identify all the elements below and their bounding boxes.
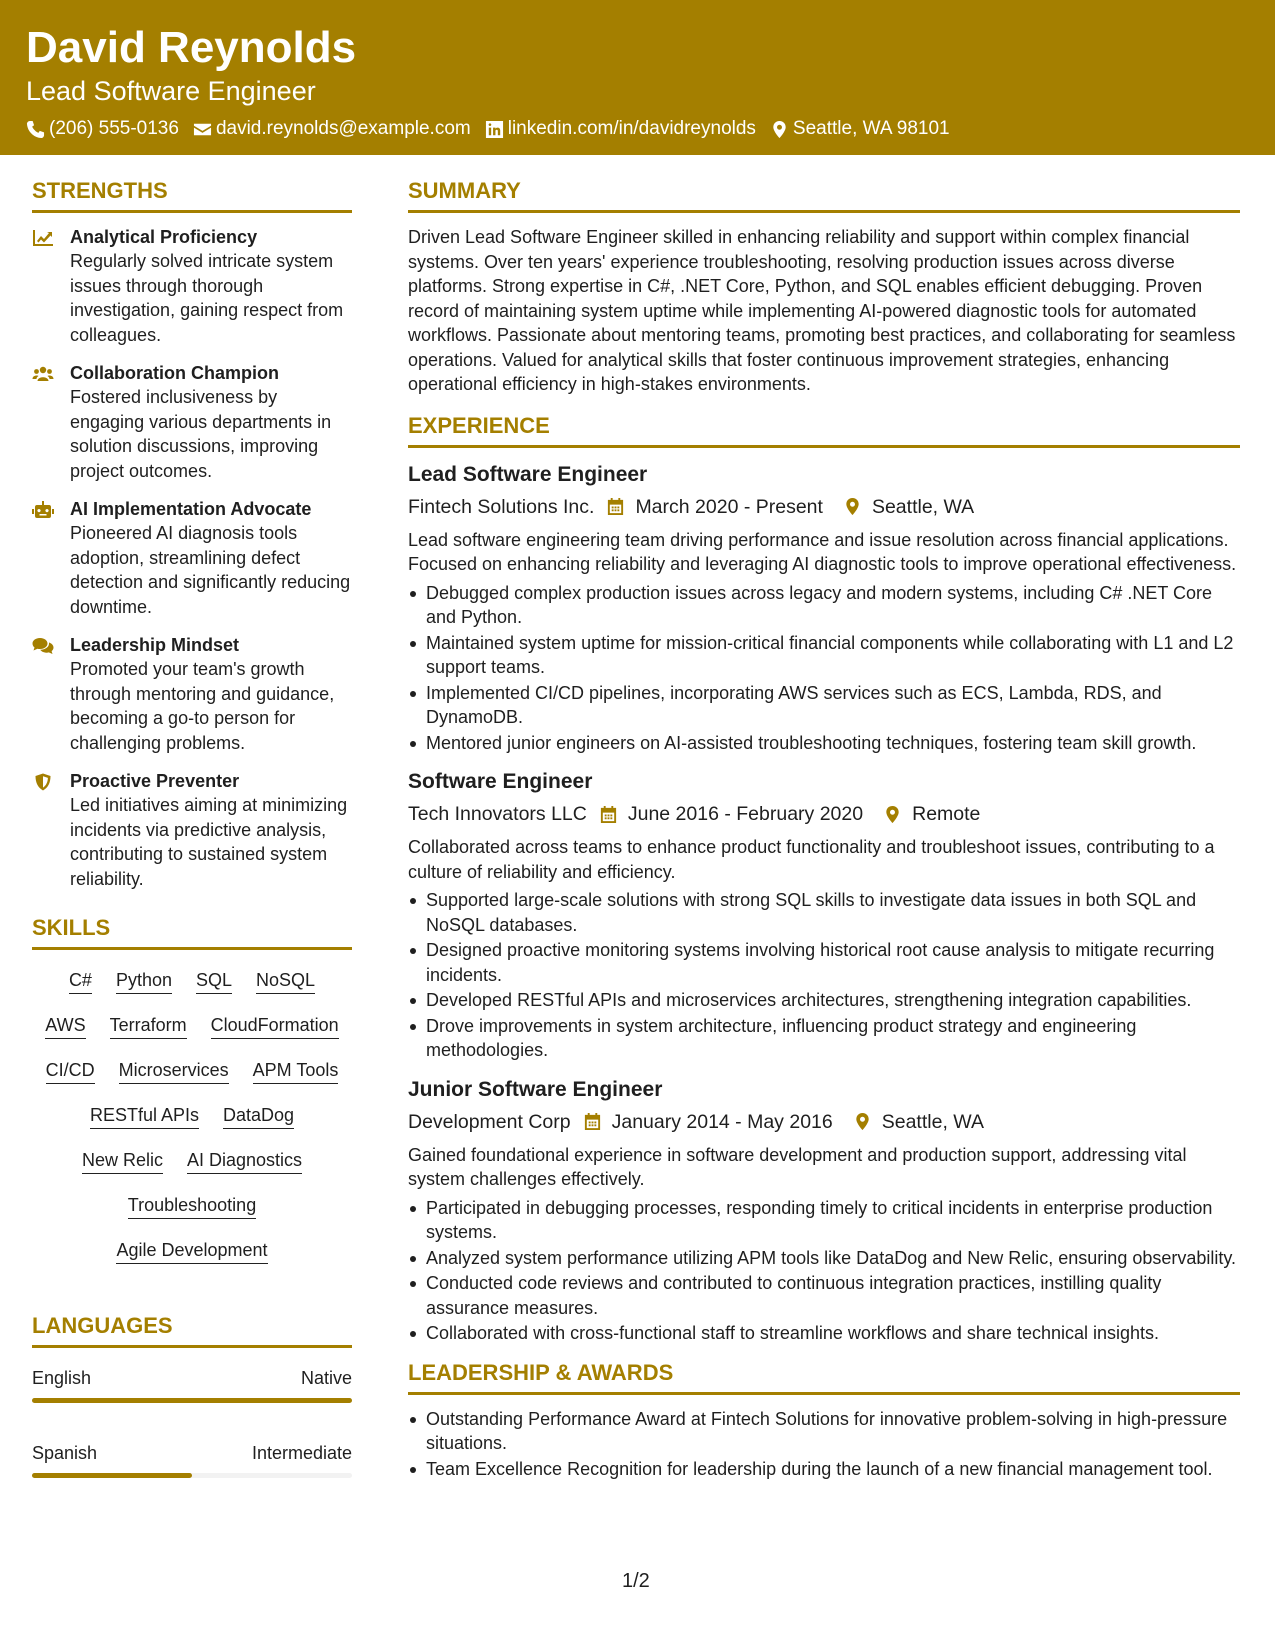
job-dates: March 2020 - Present — [635, 495, 823, 518]
summary-heading: SUMMARY — [408, 176, 1240, 213]
award-item: Team Excellence Recognition for leadership during the launch of a new financial management tool. — [408, 1457, 1240, 1482]
location-text: Seattle, WA 98101 — [792, 118, 950, 139]
phone-text: (206) 555-0136 — [49, 118, 179, 139]
job-bullet: Participated in debugging processes, responding timely to critical incidents in enterprise production systems. — [408, 1196, 1240, 1245]
languages-heading: LANGUAGES — [32, 1311, 352, 1348]
experience-heading: EXPERIENCE — [408, 411, 1240, 448]
language-level: Native — [300, 1368, 352, 1388]
skill-tag: SQL — [196, 968, 232, 994]
strength-desc: Fostered inclusiveness by engaging various departments in solution discussions, improving project outcomes. — [70, 387, 332, 481]
summary-text: Driven Lead Software Engineer skilled in enhancing reliability and support within complex financial systems. Over ten years' experience troubleshooting, resolving production issues across diverse platforms. Strong expertise in C#, .NET Core, Python, and SQL enables efficient debugging. Proven record of maintaining system uptime while implementing AI-powered diagnostic tools for automated workflows. Passionate about mentoring teams, promoting best practices, and collaborating for seamless operations. Valued for analytical skills that foster continuous improvement strategies, enhancing operational efficiency in high-stakes environments. — [408, 227, 1236, 394]
job-bullet: Supported large-scale solutions with strong SQL skills to investigate data issues in both SQL and NoSQL databases. — [408, 888, 1240, 937]
candidate-name: David Reynolds — [26, 23, 357, 72]
awards-heading: LEADERSHIP & AWARDS — [408, 1358, 1240, 1395]
job-bullet: Conducted code reviews and contributed to continuous integration practices, instilling quality assurance measures. — [408, 1271, 1240, 1320]
calendar-icon — [583, 1112, 602, 1131]
job-description: Gained foundational experience in software development and production support, addressing vital system challenges effectively. — [408, 1144, 1187, 1189]
shield-icon — [32, 773, 54, 791]
job-entry — [408, 767, 1240, 1063]
skill-tag: RESTful APIs — [90, 1103, 199, 1129]
skill-tag: APM Tools — [253, 1058, 339, 1084]
strength-item — [32, 769, 352, 891]
skill-tag: AI Diagnostics — [187, 1148, 302, 1174]
job-title: Junior Software Engineer — [408, 1077, 663, 1101]
contact-bar — [26, 118, 1275, 140]
job-company: Fintech Solutions Inc. — [408, 495, 595, 518]
strength-desc: Pioneered AI diagnosis tools adoption, streamlining defect detection and significantly reducing downtime. — [70, 523, 351, 617]
language-item — [32, 1441, 352, 1478]
award-item: Outstanding Performance Award at Fintech Solutions for innovative problem-solving in high-pressure situations. — [408, 1407, 1240, 1456]
map-pin-icon — [843, 497, 862, 516]
job-dates: January 2014 - May 2016 — [611, 1110, 833, 1133]
strength-title: Proactive Preventer — [70, 771, 240, 791]
job-bullets — [408, 1196, 1240, 1346]
job-entry — [408, 460, 1240, 756]
job-meta — [408, 492, 1240, 522]
job-bullet: Analyzed system performance utilizing APM tools like DataDog and New Relic, ensuring observability. — [408, 1246, 1240, 1271]
awards-list — [408, 1407, 1240, 1482]
email-text: david.reynolds@example.com — [215, 118, 471, 139]
skill-tag: New Relic — [82, 1148, 163, 1174]
job-description: Lead software engineering team driving performance and issue resolution across financial applications. Focused on enhancing reliability and leveraging AI diagnostic tools to improve operational effectiveness. — [408, 529, 1237, 574]
language-level: Intermediate — [251, 1443, 352, 1463]
strength-title: AI Implementation Advocate — [70, 499, 312, 519]
strengths-heading: STRENGTHS — [32, 176, 352, 213]
job-company: Development Corp — [408, 1110, 571, 1133]
map-pin-icon — [853, 1112, 872, 1131]
skill-tag: Python — [116, 968, 172, 994]
envelope-icon — [193, 120, 212, 139]
job-location: Seattle, WA — [871, 495, 975, 518]
job-bullet: Collaborated with cross-functional staff to streamline workflows and share technical insights. — [408, 1321, 1240, 1346]
strength-item — [32, 633, 352, 755]
linkedin-text: linkedin.com/in/davidreynolds — [507, 118, 756, 139]
chart-line-icon — [32, 229, 54, 247]
robot-icon — [32, 501, 54, 519]
skill-tag: Microservices — [119, 1058, 229, 1084]
contact-location — [770, 118, 950, 140]
page-number: 1/2 — [622, 1570, 650, 1592]
strength-item — [32, 361, 352, 483]
job-company: Tech Innovators LLC — [408, 803, 587, 825]
skill-tag: AWS — [45, 1013, 85, 1039]
job-entry — [408, 1075, 1240, 1346]
skill-tag: CloudFormation — [211, 1013, 339, 1039]
strength-title: Collaboration Champion — [70, 363, 279, 383]
job-location: Seattle, WA — [881, 1110, 984, 1133]
language-name: Spanish — [32, 1443, 98, 1463]
job-bullet: Developed RESTful APIs and microservices architectures, strengthening integration capabilities. — [408, 988, 1240, 1013]
language-level-bar — [32, 1398, 352, 1403]
strength-title: Leadership Mindset — [70, 635, 240, 655]
map-pin-icon — [883, 805, 902, 824]
job-bullet: Designed proactive monitoring systems involving historical root cause analysis to mitigate recurring incidents. — [408, 938, 1240, 987]
contact-linkedin[interactable] — [485, 118, 756, 140]
contact-email[interactable] — [193, 118, 471, 140]
language-name: English — [32, 1368, 92, 1388]
linkedin-icon — [485, 120, 504, 139]
calendar-icon — [599, 805, 618, 824]
skill-tag: DataDog — [223, 1103, 294, 1129]
job-bullet: Drove improvements in system architecture, influencing product strategy and engineering methodologies. — [408, 1014, 1240, 1063]
skill-tag: NoSQL — [256, 968, 315, 994]
strength-item — [32, 225, 352, 347]
job-bullet: Maintained system uptime for mission-critical financial components while collaborating with L1 and L2 support teams. — [408, 631, 1240, 680]
calendar-icon — [606, 497, 625, 516]
strength-title: Analytical Proficiency — [70, 227, 258, 247]
job-dates: June 2016 - February 2020 — [627, 803, 864, 825]
users-icon — [32, 365, 54, 383]
skills-heading: SKILLS — [32, 913, 352, 950]
resume-header — [0, 0, 1275, 155]
strength-item — [32, 497, 352, 619]
job-bullets — [408, 888, 1240, 1063]
job-description: Collaborated across teams to enhance product functionality and troubleshoot issues, contributing to a culture of reliability and efficiency. — [408, 837, 1215, 882]
left-column — [32, 176, 352, 1516]
skill-tag: Agile Development — [116, 1238, 267, 1264]
comments-icon — [32, 637, 54, 655]
job-meta — [408, 799, 1240, 829]
job-bullet: Mentored junior engineers on AI-assisted troubleshooting techniques, fostering team skill growth. — [408, 731, 1240, 756]
strength-desc: Led initiatives aiming at minimizing incidents via predictive analysis, contributing to sustained system reliability. — [70, 795, 348, 889]
right-column — [408, 176, 1240, 1493]
job-bullets — [408, 581, 1240, 756]
skill-tag: Terraform — [110, 1013, 187, 1039]
language-item — [32, 1366, 352, 1403]
language-level-fill — [32, 1473, 192, 1478]
job-title: Software Engineer — [408, 770, 593, 793]
language-level-fill — [32, 1398, 352, 1403]
language-level-bar — [32, 1473, 352, 1478]
strength-desc: Promoted your team's growth through mentoring and guidance, becoming a go-to person for challenging problems. — [70, 659, 335, 753]
job-title: Lead Software Engineer — [408, 462, 648, 486]
map-pin-icon — [770, 120, 789, 139]
job-meta — [408, 1107, 1240, 1137]
skills-list — [32, 962, 352, 1277]
contact-phone[interactable] — [26, 118, 179, 140]
job-bullet: Debugged complex production issues across legacy and modern systems, including C# .NET Core and Python. — [408, 581, 1240, 630]
strength-desc: Regularly solved intricate system issues through thorough investigation, gaining respect from colleagues. — [70, 251, 344, 345]
skill-tag: Troubleshooting — [128, 1193, 256, 1219]
job-bullet: Implemented CI/CD pipelines, incorporating AWS services such as ECS, Lambda, RDS, and DynamoDB. — [408, 681, 1240, 730]
candidate-title: Lead Software Engineer — [26, 76, 316, 106]
job-location: Remote — [912, 803, 981, 825]
phone-icon — [26, 120, 45, 139]
skill-tag: C# — [69, 968, 92, 994]
skill-tag: CI/CD — [46, 1058, 95, 1084]
